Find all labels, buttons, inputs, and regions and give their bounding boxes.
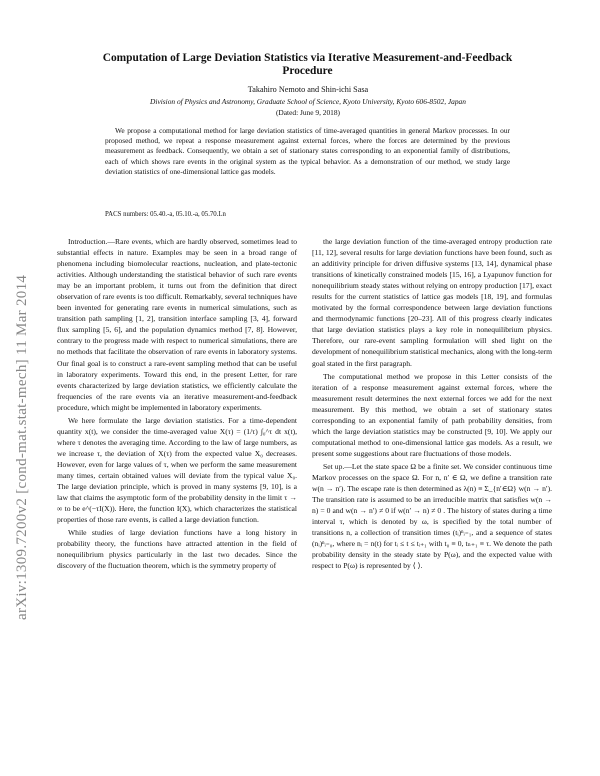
affiliation: Division of Physics and Astronomy, Graduate School of Science, Kyoto University, Kyoto 606-8502, Japan bbox=[150, 97, 466, 106]
pacs-numbers: PACS numbers: 05.40.-a, 05.10.-a, 05.70.Ln bbox=[105, 211, 226, 218]
paragraph: Introduction.—Rare events, which are hardly observed, sometimes lead to substantial effects in nature. Examples may be seen in a broad range of phenomena including biomolecular reactions, nucleation, and plate-tectonic activities. Although understanding the statistical behavior of such rare events may be an important problem, it turns out from the definition that direct observation of rare events is too difficult. Remarkably, several techniques have been invented for generating rare events in numerical simulations, such as transition path sampling [1, 2], transition interface sampling [3, 4], forward flux sampling [5, 6], and the population dynamics method [7, 8]. However, contrary to the progress made with respect to numerical simulations, there are no methods that facilitate the observation of rare events in laboratory systems. Our final goal is to construct a rare-event sampling method that can be useful in laboratory experiments. Toward this end, in the present Letter, for rare events characterized by large deviation statistics, we efficiently calculate the frequencies of the rare events via an iterative measurement-and-feedback procedure, which might be implemented in laboratory experiments. bbox=[57, 237, 297, 412]
date-line: (Dated: June 9, 2018) bbox=[275, 108, 341, 117]
paragraph: The computational method we propose in this Letter consists of the iteration of a response measurement against external forces, where the measurement result determines the next external forces we add for the next measurement. By this method, we obtain a set of stationary states corresponding to an exponential family of path probability densities, from which the large deviation statistics may be constructed [9, 10]. We apply our computational method to one-dimensional lattice gas models. As a result, we present some suggestions about rare fluctuations of those models. bbox=[312, 371, 552, 458]
paragraph: the large deviation function of the time-averaged entropy production rate [11, 12], several results for large deviation functions have been found, such as an additivity principle for driven diffusive systems [13, 14], dynamical phase transitions of kinetically constrained models [15, 16], a Lyapunov function for nonequilibrium steady states without relying on entropy production [17], exact results for the current statistics of lattice gas models [18, 19], and formulas motivated by the formal correspondence between large deviation functions and thermodynamic functions [20–23]. All of this progress clearly indicates that large deviation statistics plays a key role in nonequilibrium physics. Therefore, our rare-event sampling formulation will shed light on the development of nonequilibrium statistical mechanics, along with the long-term goal stated in the first paragraph. bbox=[312, 237, 552, 368]
paper-title: Computation of Large Deviation Statistics via Iterative Measurement-and-Feedback Procedure bbox=[102, 52, 513, 77]
paragraph: Set up.—Let the state space Ω be a finite set. We consider continuous time Markov processes on the space Ω. For n, n′ ∈ Ω, we define a transition rate w(n → n′). The escape rate is then determined as λ(n) ≡ Σ_{n′∈Ω} w(n → n′). The transition rate is assumed to be an irreducible matrix that satisfies w(n → n) = 0 and w(n → n′) ≠ 0 if w(n′ → n) ≠ 0 . The history of states during a time interval τ, which is denoted by ω, is specified by the total number of transitions n, a collection of transition times (tᵢ)ⁿᵢ₌₁, and a sequence of states (nᵢ)ⁿᵢ₌₀, where nᵢ = n(t) for tᵢ ≤ t ≤ tᵢ₊₁ with t₀ ≡ 0, tₙ₊₁ ≡ τ. We denote the path probability density in the steady state by P(ω), and the expected value with respect to P(ω) is represented by ⟨ ⟩. bbox=[312, 461, 552, 571]
paragraph: We here formulate the large deviation statistics. For a time-dependent quantity x(t), we consider the time-averaged value X(τ) = (1/τ) ∫₀^τ dt x(t), where τ denotes the averaging time. According to the law of large numbers, as we increase τ, the deviation of X(τ) from the expected value X₀ decreases. However, even for large values of τ, when we perform the same measurement many times, certain obtained values will deviate from the typical value X₀. The large deviation principle, which is proved in many systems [9, 10], is a law that claims the asymptotic form of the probability density in the limit τ → ∞ to be e^(−τI(X)). Here, the function I(X), which characterizes the statistical properties of those rare events, is called a large deviation function. bbox=[57, 415, 297, 525]
right-column bbox=[312, 236, 552, 573]
authors: Takahiro Nemoto and Shin-ichi Sasa bbox=[247, 85, 369, 94]
left-column bbox=[57, 236, 297, 573]
arxiv-identifier: arXiv:1309.7200v2 [cond-mat.stat-mech] 11 Mar 2014 bbox=[14, 274, 30, 620]
paragraph: While studies of large deviation functions have a long history in probability theory, the functions have attracted attention in the field of nonequilibrium physics particularly in the last two decades. Since the discovery of the fluctuation theorem, which is the symmetry property of bbox=[57, 528, 297, 571]
abstract: We propose a computational method for large deviation statistics of time-averaged quantities in general Markov processes. In our proposed method, we repeat a response measurement against external forces, where the forces are determined by the previous measurement as feedback. Consequently, we obtain a set of stationary states corresponding to an exponential family of distributions, each of which shows rare events in the original system as the typical behavior. As a demonstration of our method, we study large deviation statistics of one-dimensional lattice gas models. bbox=[105, 126, 510, 176]
